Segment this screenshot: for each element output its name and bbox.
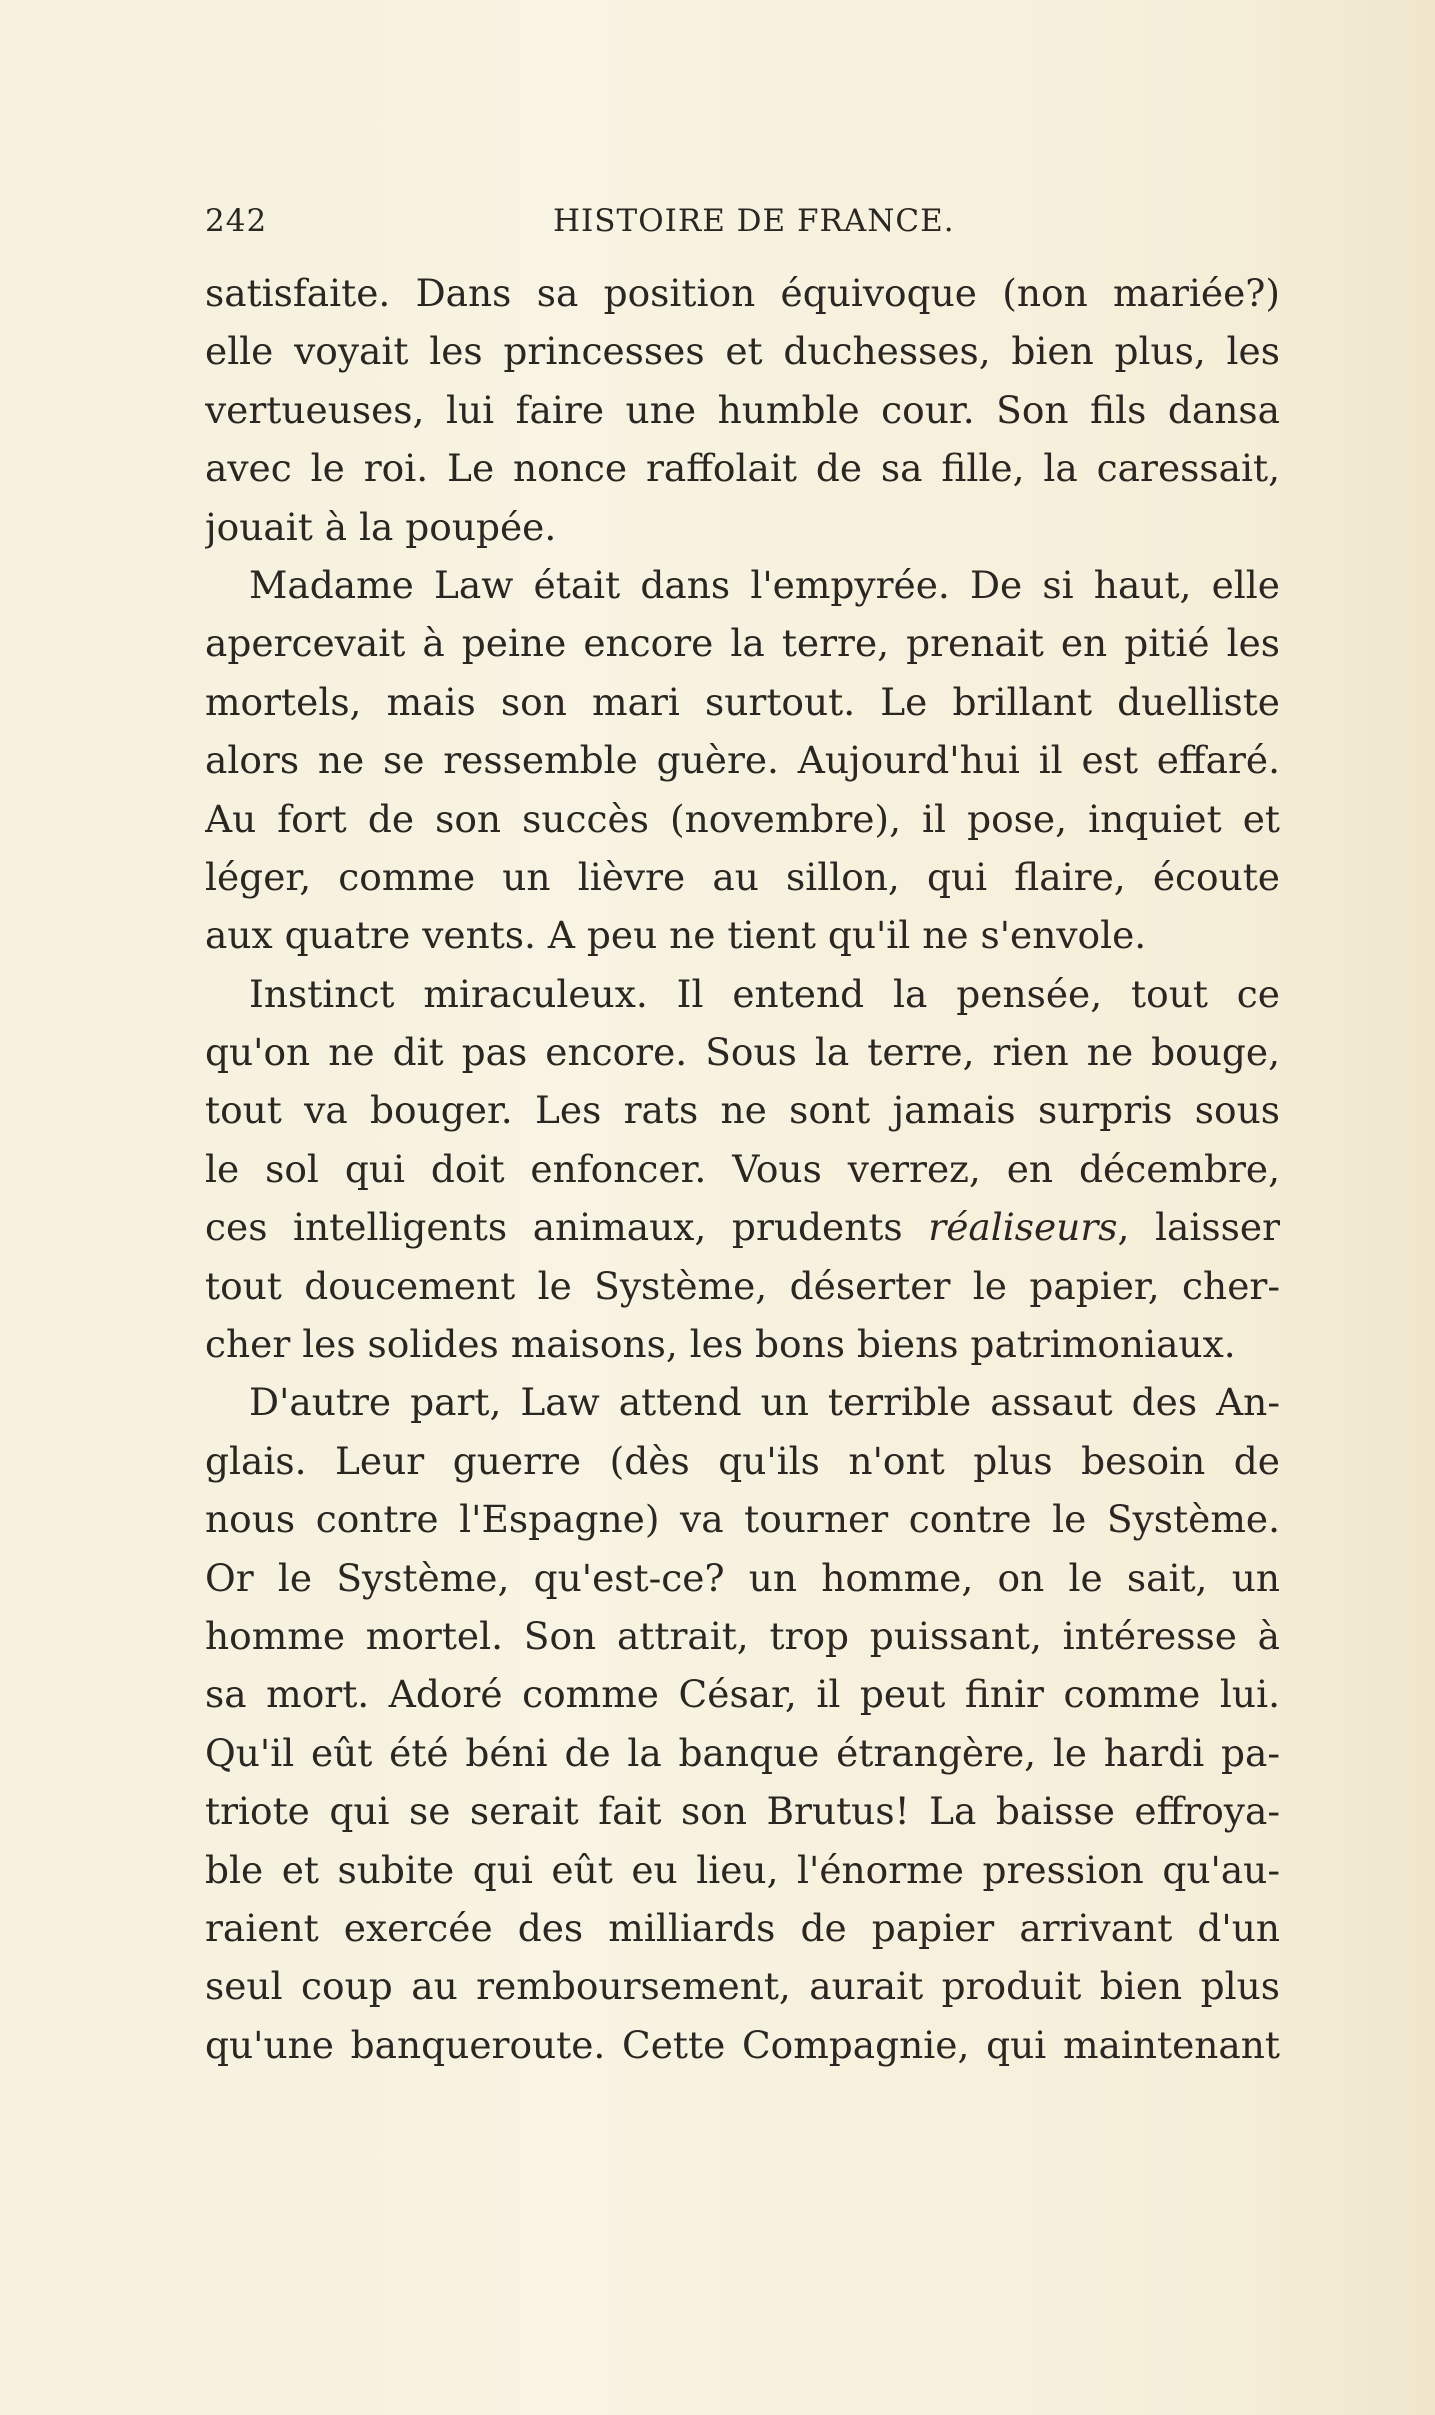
text-segment: , — [1117, 1205, 1130, 1250]
text-line: satisfaite. Dans sa position équivoque (non mariée?) — [205, 271, 1280, 315]
body-text — [205, 264, 1280, 2074]
text-line: qu'on ne dit pas encore. Sous la terre, rien ne bouge, — [205, 1030, 1280, 1075]
text-line: léger, comme un lièvre au sillon, qui flaire, écoute — [205, 854, 1280, 899]
page-number: 242 — [205, 203, 268, 239]
text-line: aux quatre vents. A peu ne tient qu'il ne s'envole. — [205, 913, 1147, 958]
text-line-mixed — [205, 1198, 1280, 1256]
running-header — [205, 200, 1280, 242]
text-line: Instinct miraculeux. Il entend la pensée, tout ce — [249, 971, 1280, 1016]
text-line: glais. Leur guerre (dès qu'ils n'ont plus besoin de — [205, 1438, 1280, 1483]
text-line: qu'une banqueroute. Cette Compagnie, qui maintenant — [205, 2022, 1280, 2067]
text-segment: ces intelligents animaux, prudents — [205, 1205, 929, 1250]
text-line: tout va bouger. Les rats ne sont jamais surpris sous — [205, 1088, 1280, 1133]
running-title: HISTOIRE DE FRANCE. — [553, 203, 955, 239]
text-line: D'autre part, Law attend un terrible assaut des An- — [249, 1380, 1280, 1425]
text-line: mortels, mais son mari surtout. Le brillant duelliste — [205, 679, 1280, 724]
text-line: tout doucement le Système, déserter le papier, cher- — [205, 1263, 1280, 1308]
text-line: triote qui se serait fait son Brutus! La baisse effroya- — [205, 1789, 1280, 1834]
text-line: jouait à la poupée. — [205, 504, 557, 549]
text-line: elle voyait les princesses et duchesses, bien plus, les — [205, 329, 1280, 374]
italic-word: réaliseurs — [928, 1205, 1118, 1250]
text-segment: laisser — [1155, 1205, 1280, 1250]
text-line: vertueuses, lui faire une humble cour. Son fils dansa — [205, 387, 1280, 432]
text-line: le sol qui doit enfoncer. Vous verrez, en décembre, — [205, 1146, 1280, 1191]
text-line: Qu'il eût été béni de la banque étrangère, le hardi pa- — [205, 1730, 1280, 1775]
text-line: Madame Law était dans l'empyrée. De si haut, elle — [249, 562, 1280, 607]
text-line: cher les solides maisons, les bons biens patrimoniaux. — [205, 1322, 1236, 1367]
text-line: raient exercée des milliards de papier arrivant d'un — [205, 1905, 1280, 1950]
text-line: ble et subite qui eût eu lieu, l'énorme pression qu'au- — [205, 1847, 1280, 1892]
text-line: homme mortel. Son attrait, trop puissant, intéresse à — [205, 1613, 1280, 1658]
text-line: Au fort de son succès (novembre), il pose, inquiet et — [205, 796, 1280, 841]
text-line: seul coup au remboursement, aurait produit bien plus — [205, 1964, 1280, 2009]
text-line: alors ne se ressemble guère. Aujourd'hui il est effaré. — [205, 738, 1280, 783]
text-line: avec le roi. Le nonce raffolait de sa fille, la caressait, — [205, 446, 1280, 491]
text-line: Or le Système, qu'est-ce? un homme, on le sait, un — [205, 1555, 1280, 1600]
text-line: sa mort. Adoré comme César, il peut finir comme lui. — [205, 1672, 1280, 1717]
text-line: apercevait à peine encore la terre, prenait en pitié les — [205, 621, 1280, 666]
text-line: nous contre l'Espagne) va tourner contre le Système. — [205, 1497, 1280, 1542]
